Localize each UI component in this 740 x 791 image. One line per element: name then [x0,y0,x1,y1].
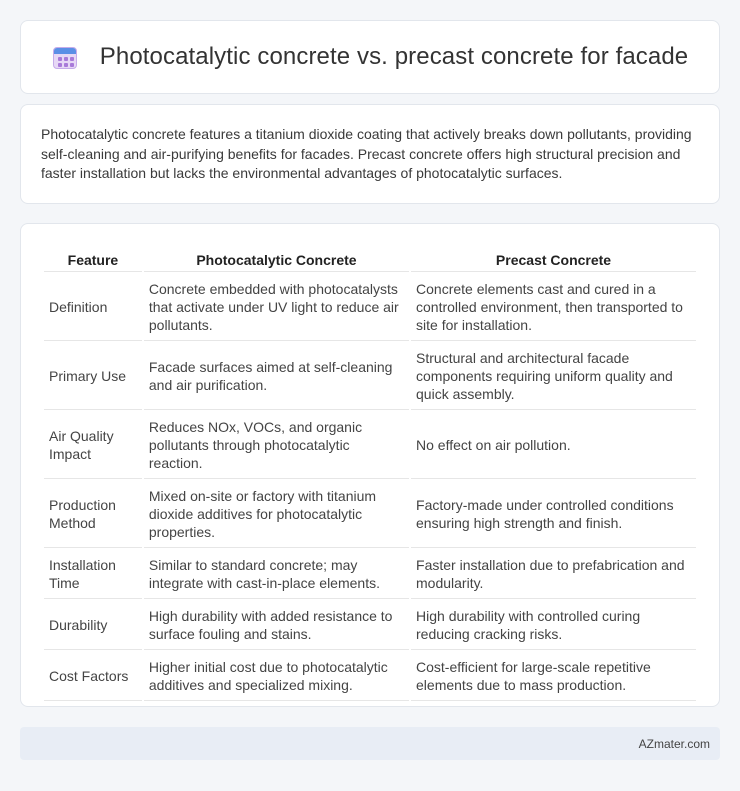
precast-cell: Faster installation due to prefabrication and modularity. [411,550,696,599]
feature-cell: Primary Use [44,343,142,410]
precast-cell: Concrete elements cast and cured in a controlled environment, then transported to site for installation. [411,274,696,341]
table-row [44,652,696,701]
header-precast: Precast Concrete [411,246,696,272]
feature-cell: Definition [44,274,142,341]
feature-cell: Production Method [44,481,142,548]
table-row [44,343,696,410]
summary-card [20,104,720,204]
comparison-table [42,244,698,703]
table-row [44,481,696,548]
footer-brand: AZmater.com [638,736,710,751]
precast-cell: Cost-efficient for large-scale repetitive elements due to mass production. [411,652,696,701]
header [21,21,719,93]
photocatalytic-cell: Higher initial cost due to photocatalytic additives and specialized mixing. [144,652,409,701]
summary-text: Photocatalytic concrete features a titanium dioxide coating that actively breaks down pollutants, providing self-cleaning and air-purifying benefits for facades. Precast concrete offers high structural precision and faster installation but lacks the environmental advantages of photocatalytic surfaces. [41,126,692,181]
feature-cell: Air Quality Impact [44,412,142,479]
header-card [20,20,720,94]
comparison-table-card [20,223,720,707]
photocatalytic-cell: Similar to standard concrete; may integrate with cast-in-place elements. [144,550,409,599]
photocatalytic-cell: Mixed on-site or factory with titanium dioxide additives for photocatalytic properties. [144,481,409,548]
precast-cell: No effect on air pollution. [411,412,696,479]
table-row [44,601,696,650]
photocatalytic-cell: Reduces NOx, VOCs, and organic pollutants through photocatalytic reaction. [144,412,409,479]
photocatalytic-cell: High durability with added resistance to surface fouling and stains. [144,601,409,650]
calendar-icon [52,44,78,70]
header-feature: Feature [44,246,142,272]
footer [20,727,720,760]
feature-cell: Durability [44,601,142,650]
photocatalytic-cell: Facade surfaces aimed at self-cleaning and air purification. [144,343,409,410]
photocatalytic-cell: Concrete embedded with photocatalysts that activate under UV light to reduce air pollutants. [144,274,409,341]
precast-cell: Factory-made under controlled conditions ensuring high strength and finish. [411,481,696,548]
table-row [44,550,696,599]
table-row [44,274,696,341]
precast-cell: High durability with controlled curing reducing cracking risks. [411,601,696,650]
precast-cell: Structural and architectural facade components requiring uniform quality and quick assembly. [411,343,696,410]
table-row [44,412,696,479]
header-photocatalytic: Photocatalytic Concrete [144,246,409,272]
feature-cell: Installation Time [44,550,142,599]
feature-cell: Cost Factors [44,652,142,701]
page-title: Photocatalytic concrete vs. precast concrete for facade [99,43,689,70]
table-header-row [44,246,696,272]
